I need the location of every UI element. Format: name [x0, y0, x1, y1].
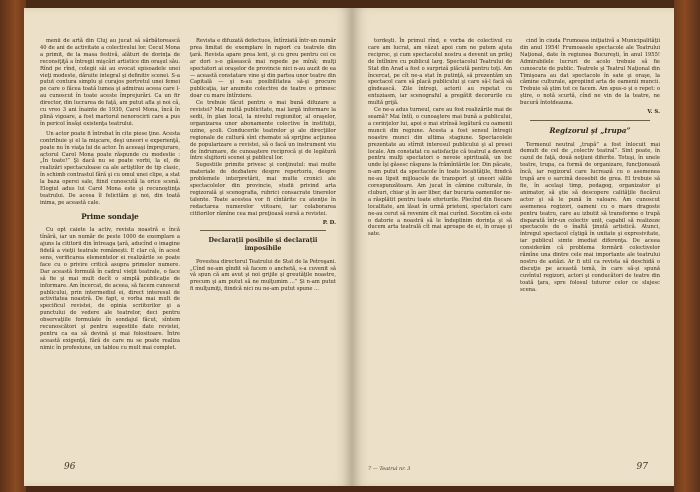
left-page-column-1: [40, 38, 180, 352]
paragraph: Cu opt caiete la activ, revista noastră e încă tînără, iar un număr de peste 1000 de exemplare a ajuns la cititorii din întreaga ţară, aducînd o imagine fidelă a vieţii teatrale românești. E clar că, în acest sens, verificarea elementelor ei realizările se poate face cu o privire critică asupra primelor numere. Dar această formulă în cadrul vieţii teatrale, o face să fie şi mai mult decît o simplă publicaţie de informare. Am încercat, de aceea, să facem cunoscut publicului, prin intermediul ei, direct interesul de activitatea noastră. De fapt, e vorba mai mult de specificul revistei, de opinia scriitorilor şi a punctului de vedere ale teatrelor, deci pentru observaţiile formulate în sondajul făcut, sîntem recunoscători şi pentru sugestiile date revistei, pentru ca ea să devină şi mai folositoare. Între această exigenţă, fără de care nu se poate realiza nimic în profesiune, un tablou cu mult mai complet.: [40, 227, 180, 351]
page-number: 96: [64, 462, 76, 472]
paragraph: Sugestiile primite privesc şi conţinutul: mai multe materiale de dezbatere despre repertoriu, despre problemele interpretării, mai multe cronici ale spectacolelor din provincie, studii privind arta regizorală şi scenografia, rubrici consacrate tinerelor talente. Toate acestea vor fi cîntărite cu atenţie în redactarea numerelor viitoare, iar colaborarea cititorilor rămîne cea mai preţioasă sursă a revistei.: [190, 162, 336, 217]
paragraph: Revista e difuzată defectuos, întîrziată într-un număr prea limitat de exemplare în raport cu teatrele din ţară. Revista apare prea lent, şi cu greu pentru cei ce ar dori s-o găsească mai repede pe mînă; mulţi spectatori ai oraşelor de provincie nici n-au auzit de ea — această constatare vine şi din partea unor teatre din Capitală — şi n-au posibilitatea să-şi procure publicaţia, iar anumite colective de teatre o primesc doar cu mare întîrziere.: [190, 38, 336, 100]
section-heading: Prime sondaje: [81, 211, 139, 221]
divider: [530, 120, 650, 121]
divider: [200, 230, 326, 231]
paragraph: Termenul neutral „trupă” a fost înlocuit mai demult de cel de „colectiv teatral”. Sint poate, în cazul de faţă, două noţiuni diferite. Totuşi, în unele teatre, trupa, ca formă de organizare, funcţionează încă, iar regizorul care lucrează cu o asemenea trupă are o sarcină deosebit de grea. El trebuie să fie, în acelaşi timp, pedagog, organizator şi animator, să ştie să descopere calităţile fiecărui actor şi să le pună în valoare. Am cunoscut asemenea regizori, oameni cu o mare dragoste pentru teatru, care au izbutit să transforme o trupă disparată într-un colectiv unit, capabil să realizeze spectacole de o înaltă ţinută artistică. Atunci, întregul spectacol cîştigă în unitate şi expresivitate, iar publicul simte imediat diferenţa. De aceea considerăm că problema formării colectivelor rămîne una dintre cele mai importante ale teatrului nostru de astăzi. Ar fi util ca revista să deschidă o discuţie pe această temă, în care să-şi spună cuvîntul regizori, actori şi conducători de teatre din toată ţara, spre folosul tuturor celor ce slujesc scena.: [520, 141, 660, 293]
paragraph: Un actor poate fi întrebat în cite piese ţine. Acesta contribuie şi el la mişcare, deşi uneori e experienţă, poate nu în viaţa lui de actor. În aceeaşi împrejurare, actorul Carol Mona poate răspunde cu modestie : „În toate!” Şi dacă nu se poate vorbi, la el, de realizări spectaculoase ca ale artiştilor de tip clasic, în schimb contrastul fără şi cu omul unei clipe, a stat la baza operei sale, fiind cunoscută la orice scenă. Elogiul adus lui Carol Mona este şi recunoştinţa teatrului. De aceea îl felicităm şi noi, din toată inima, pe această cale.: [40, 130, 180, 206]
left-page: [24, 8, 352, 486]
author-signature: V. S.: [647, 109, 660, 116]
right-page-column-2: [520, 38, 660, 294]
right-page-column-1: [368, 38, 512, 238]
paragraph: Povestea directorul Teatrului de Stat de la Petroşani. „Cînd ne-am gîndit să facem o anchetă, s-a cuvenit să vă spun că am avut şi noi grijile şi greutăţile noastre, precum şi am putut să ne mulţumim ...” Și n-am putut fi mulţumiţi, fiindcă nici nu ne-am putut spune ...: [190, 258, 336, 293]
book-cover-left-edge: [0, 0, 26, 492]
page-number: 97: [636, 462, 648, 472]
paragraph: Ce trebuie făcut pentru o mai bună difuzare a revistei? Mai multă publicitate, mai largă informare la sedii, în plan local, la nivelul regiunilor, al oraşelor, organizarea unor abonamente colective în instituţii, uzine, şcoli. Conducerile teatrelor şi ale direcţiilor regionale de cultură sînt chemate să sprijine acţiunea de popularizare a revistei, să o facă un instrument viu de îndrumare, de cunoaştere reciprocă şi de legătură între slujitorii scenei şi publicul lor.: [190, 100, 336, 162]
paragraph: Ce ne-a adus turneul, care au fost realizările mai de seamă? Mai întîi, o cunoaştere mai bună a publicului, a cerinţelor lui, apoi o mai strînsă legătură cu oamenii muncii din regiune. Acesta a fost sensul întregii noastre munci din ultima stagiune. Spectacolele prezentate au stîrnit interesul publicului şi al presei locale. Am constatat cu satisfacţie că teatrul a devenit pentru mulţi spectatori o nevoie spirituală, un loc unde îşi găsesc răspuns la frămîntările lor. Din păcate, n-am putut da spectacole în toate localităţile, fiindcă ne-au lipsit mijloacele de transport şi uneori sălile corespunzătoare. Am jucat în cămine culturale, în cluburi, chiar şi în aer liber, dar bucuria oamenilor ne-a răsplătit pentru toate eforturile. Plecînd din fiecare localitate, am lăsat în urmă prieteni, spectatori care ne-au cerut să revenim cît mai curînd. Socotim că este o datorie a noastră să le îndeplinim dorinţa şi să ducem arta teatrală cît mai aproape de ei, în oraşe şi sate.: [368, 107, 512, 238]
paragraph: menii de artă din Cluj au jucat să sărbătorească 40 de ani de activitate a colectivului lor. Cecul Mona a primit, de la masa festivă, alături de dorinţa de reconsiţiţă a întregii mişcări artistice din oraşul său. Rînd pe rînd, colegii săi au evocat episoadele unei vieţi modeste, dăruite integral şi definitiv scenei. S-a putut contura simplu şi curajos portretul unei femei pe care o făcea toată lumea şi admirau aceea care l-au cunoscut în toate aceste împrejurări. Ca un fir director, din lucrarea de faţă, am putut afla şi noi că, cu vreo 3 ani înainte de 1930, Carol Mona, încă în plină vigoare, a fost martorul nenorocirii care a pus în pericol însăşi existenţa teatrului.: [40, 38, 180, 127]
page-footer: 7 — Teatrul nr. 3: [368, 466, 411, 472]
section-heading: Declarații posibile și declarații imposibile: [208, 237, 318, 253]
paragraph: cind în ciuda Frumoasa iniţiativă a Municipalităţii din anul 1954! Frumoasele spectacole ale Teatrului Naţional, date în regiunea Bucureşti, în anul 1955! Admirabilele lucruri de acolo trebuie să fie cunoscute de public. Teatrele şi Teatrul Naţional din Timişoara au dat spectacole în sate şi oraşe, la cămine culturale, apropiind arta de oamenii muncii. Trebuie să ştim tot ce facem. Am spus-o şi o repet: o ştire, o notă scurtă, cînd ne vin de la teatre, ne bucură întotdeauna.: [520, 38, 660, 107]
book-cover-right-edge: [674, 0, 700, 492]
author-signature: P. D.: [322, 219, 336, 226]
left-page-column-2: [190, 38, 336, 293]
right-page: [352, 8, 674, 486]
section-heading: Regizorul şi „trupa”: [549, 125, 631, 135]
paragraph: tordeşti. În primul rînd, e vorba de colectivul cu care am lucrat, am văzut apoi cum ne putem ajuta reciproc, şi cum spectacolul nostru a devenit un prilej de întîlnire cu publicul larg. Spectacolul Teatrului de Stat din Arad a fost o surpriză plăcută pentru toţi. Am încercat, pe cît ne-a stat în putinţă, să prezentăm un spectacol care să placă publicului şi care să-l facă să gîndească. Zile întregi, actorii au repetat cu entuziasm, iar scenograful a pregătit decorurile cu multă grijă.: [368, 38, 512, 107]
